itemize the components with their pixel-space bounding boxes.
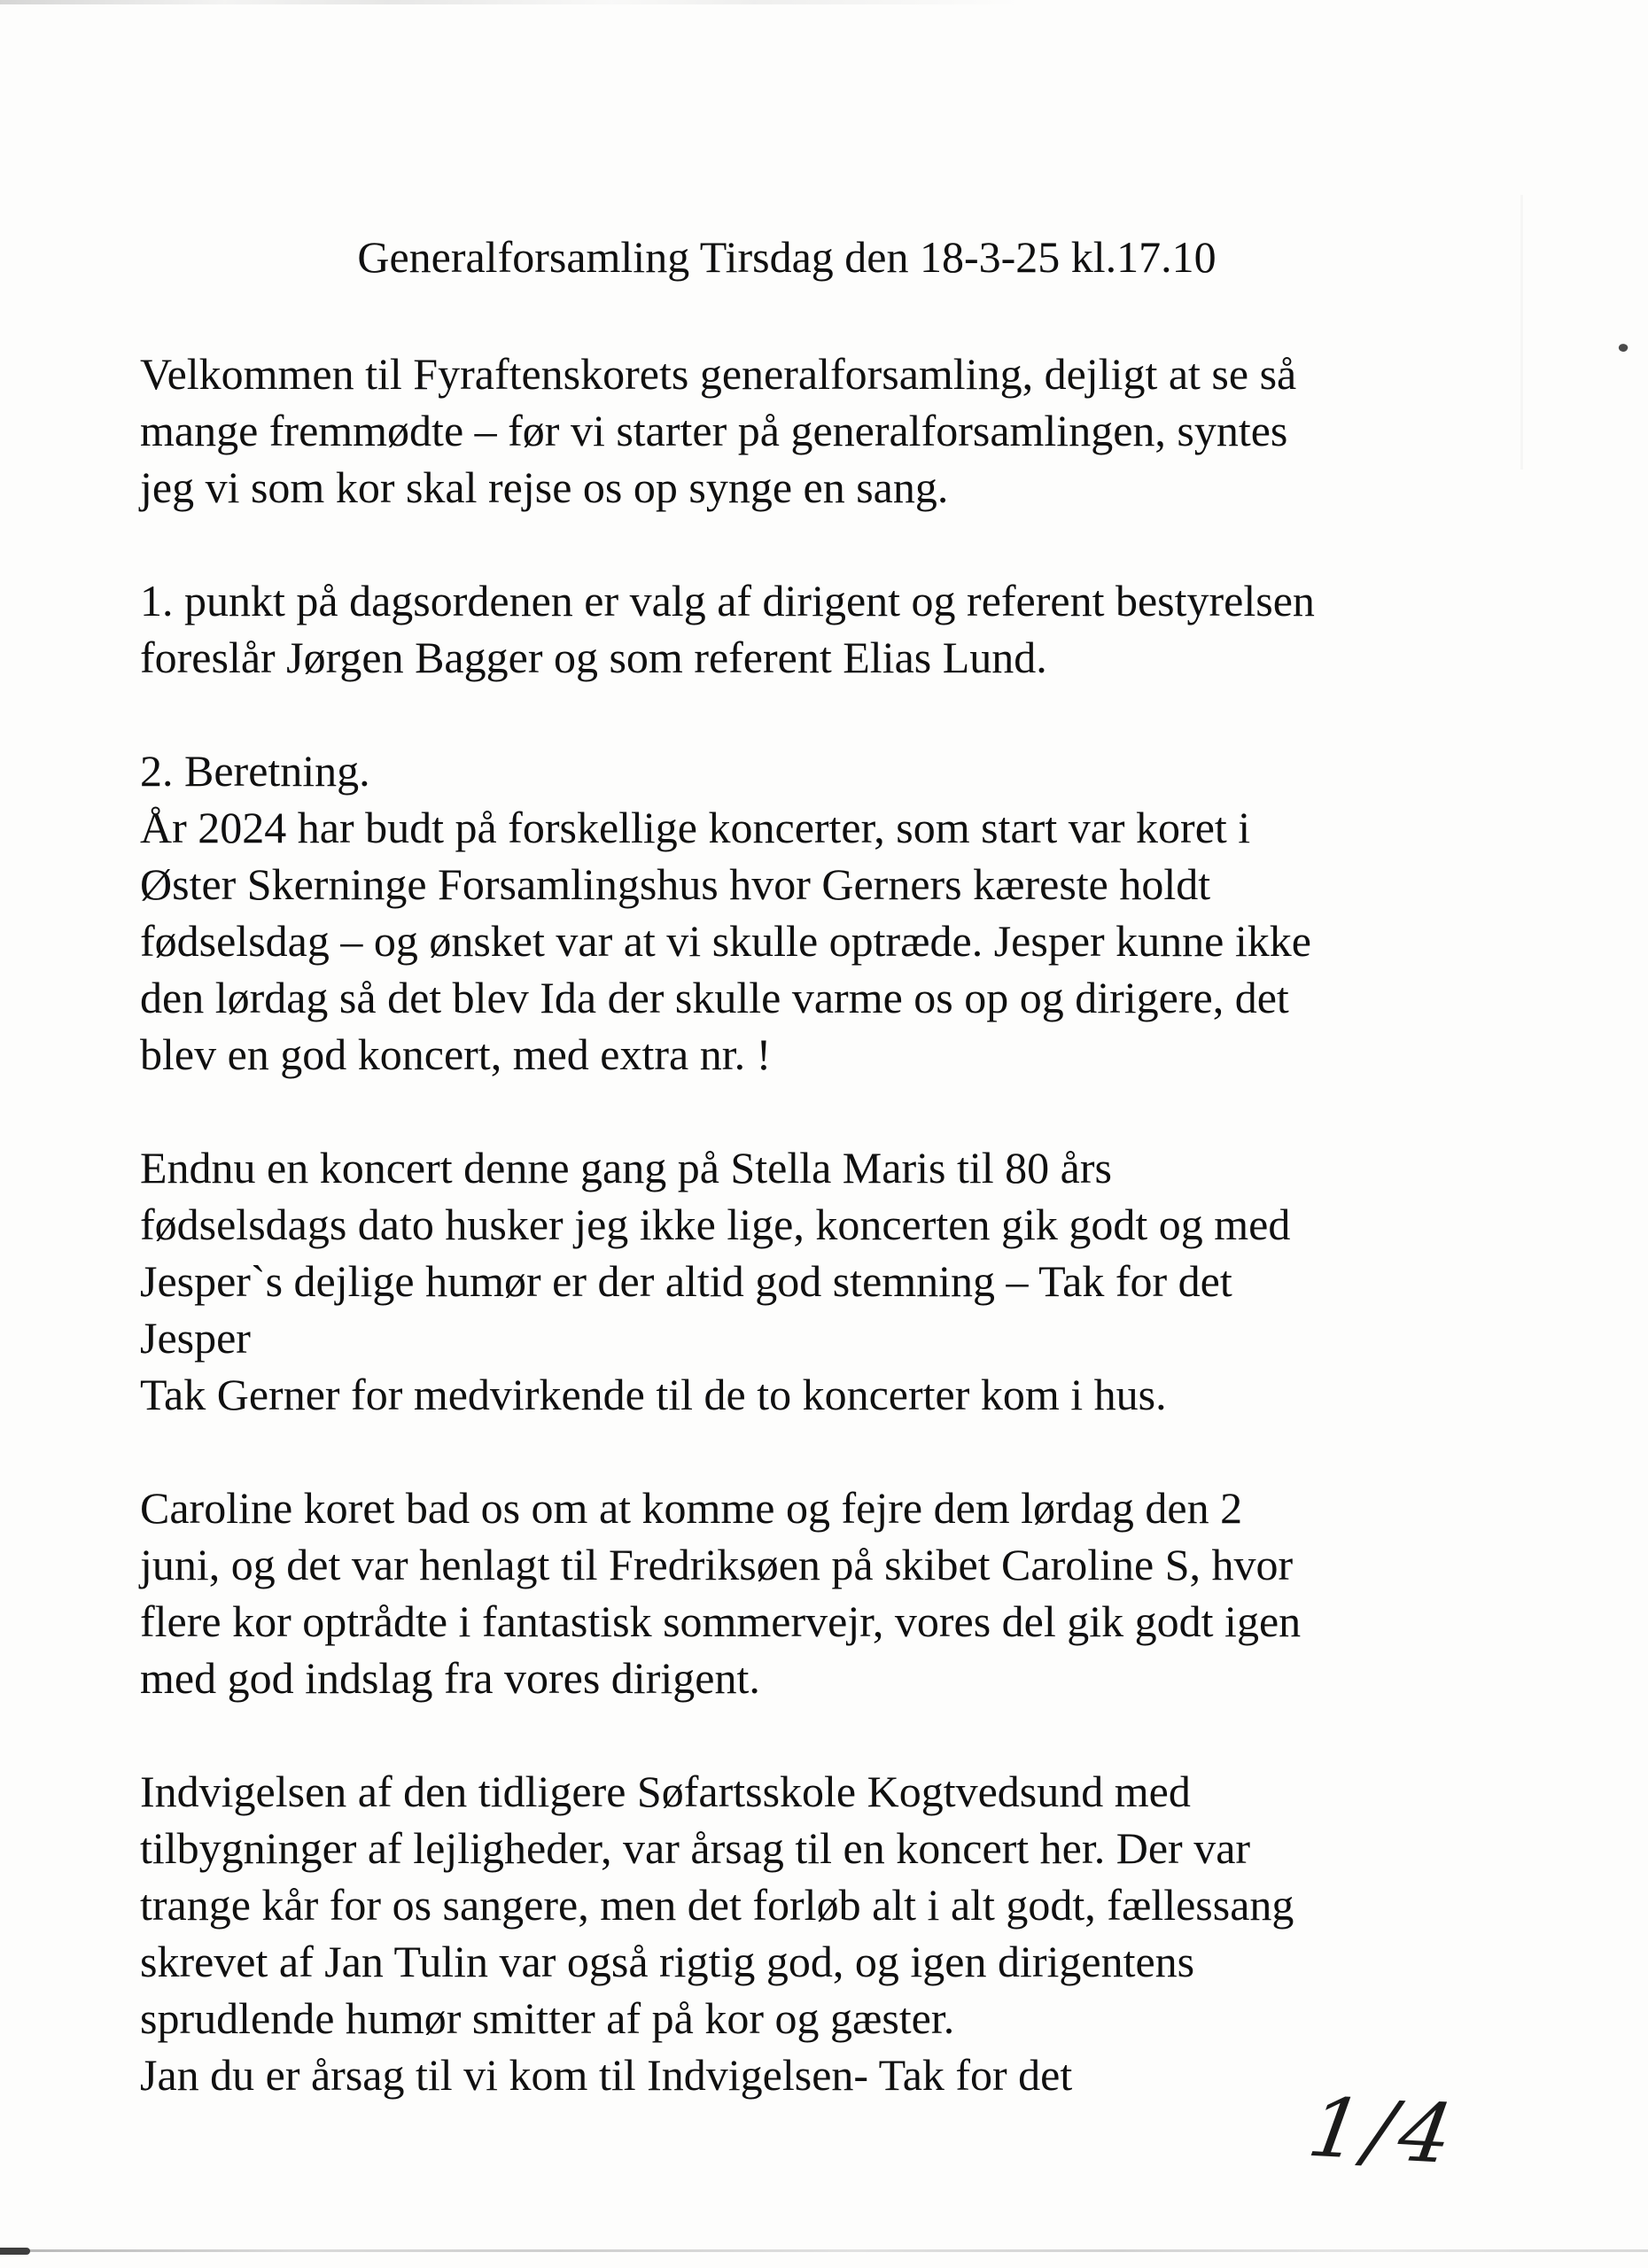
text-line: Endnu en koncert denne gang på Stella Maris til 80 års [140,1143,1112,1192]
text-line: trange kår for os sangere, men det forløb alt i alt godt, fællessang [140,1880,1294,1930]
text-line: 2. Beretning. [140,746,370,796]
text-line: tilbygninger af lejligheder, var årsag til en koncert her. Der var [140,1823,1251,1873]
text-line: mange fremmødte – før vi starter på generalforsamlingen, syntes [140,406,1288,455]
text-line: Jesper`s dejlige humør er der altid god stemning – Tak for det [140,1256,1232,1306]
paragraph-indvigelsen [140,1763,1434,2103]
text-line: blev en god koncert, med extra nr. ! [140,1029,772,1079]
text-line: Velkommen til Fyraftenskorets generalforsamling, dejligt at se så [140,349,1297,399]
handwritten-page-number: 1/4 [1302,2080,1465,2182]
text-line: juni, og det var henlagt til Fredriksøen på skibet Caroline S, hvor [140,1540,1294,1589]
text-line: Øster Skerninge Forsamlingshus hvor Gerners kæreste holdt [140,859,1211,909]
text-line: Tak Gerner for medvirkende til de to koncerter kom i hus. [140,1370,1167,1419]
paragraph-report [140,742,1434,1083]
scanner-streak-artifact [1520,195,1523,470]
text-line: 1. punkt på dagsordenen er valg af dirigent og referent bestyrelsen [140,576,1315,625]
text-line: den lørdag så det blev Ida der skulle varme os op og dirigere, det [140,973,1289,1022]
document-title: Generalforsamling Tirsdag den 18-3-25 kl.17.10 [357,232,1217,282]
text-line: Indvigelsen af den tidligere Søfartsskole Kogtvedsund med [140,1767,1191,1816]
text-line: flere kor optrådte i fantastisk sommervejr, vores del gik godt igen [140,1596,1302,1646]
ink-speck [1618,342,1629,353]
text-line: med god indslag fra vores dirigent. [140,1653,760,1703]
scanner-bottom-edge-mark [0,2248,30,2255]
scanner-bottom-edge-line [0,2249,1648,2252]
text-line: Jesper [140,1313,251,1363]
paragraph-caroline-koret [140,1480,1434,1706]
document-text [140,229,1434,2103]
text-line: Jan du er årsag til vi kom til Indvigelsen- Tak for det [140,2050,1073,2100]
text-line: År 2024 har budt på forskellige koncerter, som start var koret i [140,803,1251,852]
paragraph-agenda-point-1 [140,572,1434,686]
paragraph-stella-maris [140,1139,1434,1423]
text-line: fødselsdag – og ønsket var at vi skulle optræde. Jesper kunne ikke [140,916,1311,966]
text-line: skrevet af Jan Tulin var også rigtig god, og igen dirigentens [140,1937,1195,1986]
text-line: Caroline koret bad os om at komme og fejre dem lørdag den 2 [140,1483,1243,1533]
text-line: fødselsdags dato husker jeg ikke lige, koncerten gik godt og med [140,1200,1291,1249]
scanner-top-edge-artifact [0,0,1019,4]
paragraph-welcome [140,346,1434,516]
text-line: sprudlende humør smitter af på kor og gæster. [140,1993,955,2043]
text-line: foreslår Jørgen Bagger og som referent Elias Lund. [140,633,1047,682]
text-line: jeg vi som kor skal rejse os op synge en sang. [140,462,949,512]
